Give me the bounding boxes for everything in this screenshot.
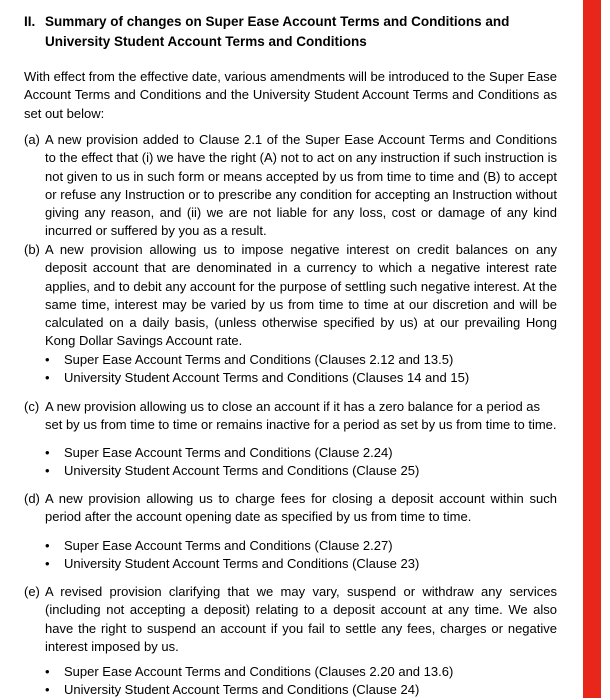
list-item-label: Super Ease Account Terms and Conditions (Clause 2.24) [64,445,393,460]
bullet-dot-icon: • [45,538,50,553]
list-item-label: Super Ease Account Terms and Conditions (Clause 2.27) [64,538,393,553]
bullet-dot-icon: • [45,556,50,572]
bullet-dot-icon: • [45,664,50,679]
list-item [45,351,557,369]
clause-text-b: A new provision allowing us to impose negative interest on credit balances on any deposit account that are denominated in a currency to which a negative interest rate applies, and to debit any account for the purpose of settling such negative interest. At the same time, interest may be varied by us from time to time at our discretion and will be calculated on a daily basis, (unless otherwise specified by us) at our prevailing Hong Kong Dollar Savings Account rate. [45,242,557,349]
list-item [45,555,557,573]
clause-item-d [24,490,557,527]
clause-b-reference-list [45,351,557,388]
clause-text-e: A revised provision clarifying that we may vary, suspend or withdraw any services (including not accepting a deposit) relating to a deposit account at any time. We also have the right to suspend an account if you fail to settle any fees, charges or negative interest imposed by us. [45,584,557,654]
clause-text-a: A new provision added to Clause 2.1 of the Super Ease Account Terms and Conditions to the effect that (i) we have the right (A) not to act on any instruction if such instruction is not given to us in such form or means accepted by us from time to time and (B) to accept or refuse any Instruction or to prescribe any condition for accepting an Instruction without giving any reason, and (ii) we are not liable for any loss, cost or damage of any kind incurred or suffered by you as a result. [45,132,557,239]
list-item-label: University Student Account Terms and Conditions (Clause 24) [64,682,420,698]
clause-marker-a: (a) [24,132,40,147]
clause-marker-c: (c) [24,399,40,414]
clause-marker-d: (d) [24,491,40,506]
section-heading [24,12,557,52]
clause-marker-e: (e) [24,584,40,599]
bullet-dot-icon: • [45,352,50,367]
list-item [45,537,557,555]
list-item-label: Super Ease Account Terms and Conditions (Clauses 2.12 and 13.5) [64,352,454,367]
red-accent-rule [583,0,601,698]
list-item [45,462,557,480]
clause-text-c: A new provision allowing us to close an account if it has a zero balance for a period as set by us from time to time or remains inactive for a period as set by us from time to time. [45,399,557,433]
clause-item-c [24,398,557,435]
section-heading-number: II. [24,14,36,29]
bullet-dot-icon: • [45,682,50,698]
clause-text-d: A new provision allowing us to charge fees for closing a deposit account within such period after the account opening date as specified by us from time to time. [45,491,557,525]
list-item-label: Super Ease Account Terms and Conditions (Clauses 2.20 and 13.6) [64,664,454,679]
list-item [45,444,557,462]
bullet-dot-icon: • [45,370,50,386]
clause-item-b [24,241,557,351]
bullet-dot-icon: • [45,463,50,479]
clause-d-reference-list [45,537,557,574]
clause-c-reference-list [45,444,557,481]
clause-item-a [24,131,557,241]
clause-item-e [24,583,557,656]
list-item [45,681,557,699]
bullet-dot-icon: • [45,445,50,460]
clause-e-reference-list [45,663,557,700]
list-item-label: University Student Account Terms and Conditions (Clause 23) [64,556,420,572]
intro-paragraph: With effect from the effective date, various amendments will be introduced to the Super Ease Account Terms and Conditions and the University Student Account Terms and Conditions as set out below: [24,69,557,121]
clause-marker-b: (b) [24,242,40,257]
page-title: Summary of changes on Super Ease Account Terms and Conditions and University Student Account Terms and Conditions [45,14,510,49]
list-item [45,369,557,387]
list-item-label: University Student Account Terms and Conditions (Clause 25) [64,463,420,479]
list-item [45,663,557,681]
list-item-label: University Student Account Terms and Conditions (Clauses 14 and 15) [64,370,470,386]
